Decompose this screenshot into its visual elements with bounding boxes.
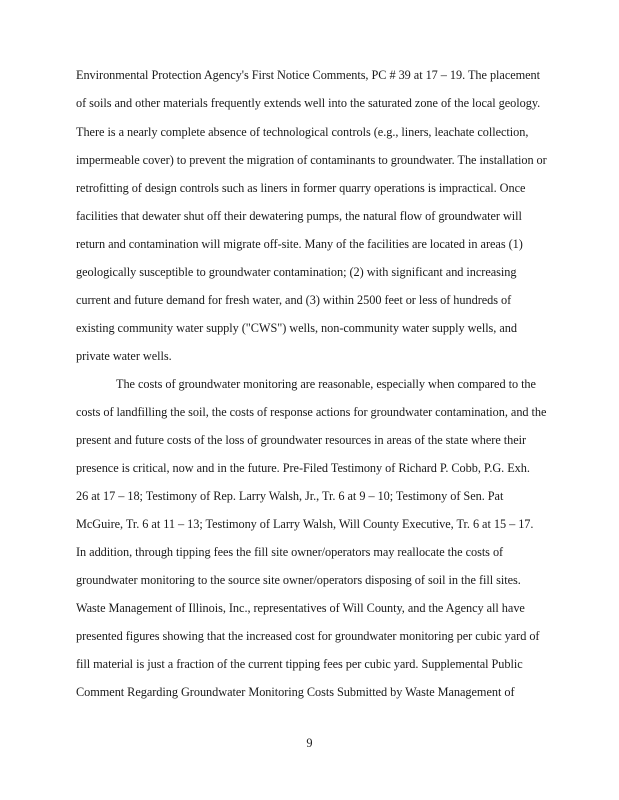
text-line: Waste Management of Illinois, Inc., representatives of Will County, and the Agency all have bbox=[76, 601, 525, 615]
text-line: present and future costs of the loss of groundwater resources in areas of the state where their bbox=[76, 433, 527, 447]
text-line: groundwater monitoring to the source site owner/operators disposing of soil in the fill sites. bbox=[76, 573, 521, 587]
text-line: facilities that dewater shut off their dewatering pumps, the natural flow of groundwater will bbox=[76, 209, 522, 223]
text-line: presence is critical, now and in the future. Pre-Filed Testimony of Richard P. Cobb, P.G. Exh. bbox=[76, 461, 530, 475]
paragraph-first-line: The costs of groundwater monitoring are reasonable, especially when compared to the bbox=[116, 377, 536, 391]
text-line: existing community water supply ("CWS") wells, non-community water supply wells, and bbox=[76, 321, 517, 335]
page-number: 9 bbox=[306, 736, 313, 750]
text-line: geologically susceptible to groundwater contamination; (2) with significant and increasing bbox=[76, 265, 517, 279]
text-line: Comment Regarding Groundwater Monitoring Costs Submitted by Waste Management of bbox=[76, 685, 515, 699]
text-line: fill material is just a fraction of the current tipping fees per cubic yard. Supplemental Public bbox=[76, 657, 523, 671]
text-line: return and contamination will migrate off-site. Many of the facilities are located in areas (1) bbox=[76, 237, 523, 251]
text-line: impermeable cover) to prevent the migration of contaminants to groundwater. The installation or bbox=[76, 153, 547, 167]
text-line: There is a nearly complete absence of technological controls (e.g., liners, leachate collection, bbox=[76, 125, 529, 139]
text-line: costs of landfilling the soil, the costs of response actions for groundwater contamination, and the bbox=[76, 405, 547, 419]
text-line: current and future demand for fresh water, and (3) within 2500 feet or less of hundreds of bbox=[76, 293, 512, 307]
text-line: retrofitting of design controls such as liners in former quarry operations is impractical. Once bbox=[76, 181, 526, 195]
text-line: McGuire, Tr. 6 at 11 – 13; Testimony of Larry Walsh, Will County Executive, Tr. 6 at 15 – 17. bbox=[76, 517, 534, 531]
text-line: private water wells. bbox=[76, 349, 172, 363]
text-line: of soils and other materials frequently extends well into the saturated zone of the local geology. bbox=[76, 96, 541, 110]
text-line: presented figures showing that the increased cost for groundwater monitoring per cubic yard of bbox=[76, 629, 540, 643]
text-line: 26 at 17 – 18; Testimony of Rep. Larry Walsh, Jr., Tr. 6 at 9 – 10; Testimony of Sen. Pat bbox=[76, 489, 504, 503]
text-line: Environmental Protection Agency's First Notice Comments, PC # 39 at 17 – 19. The placement bbox=[76, 68, 541, 82]
text-line: In addition, through tipping fees the fill site owner/operators may reallocate the costs of bbox=[76, 545, 504, 559]
